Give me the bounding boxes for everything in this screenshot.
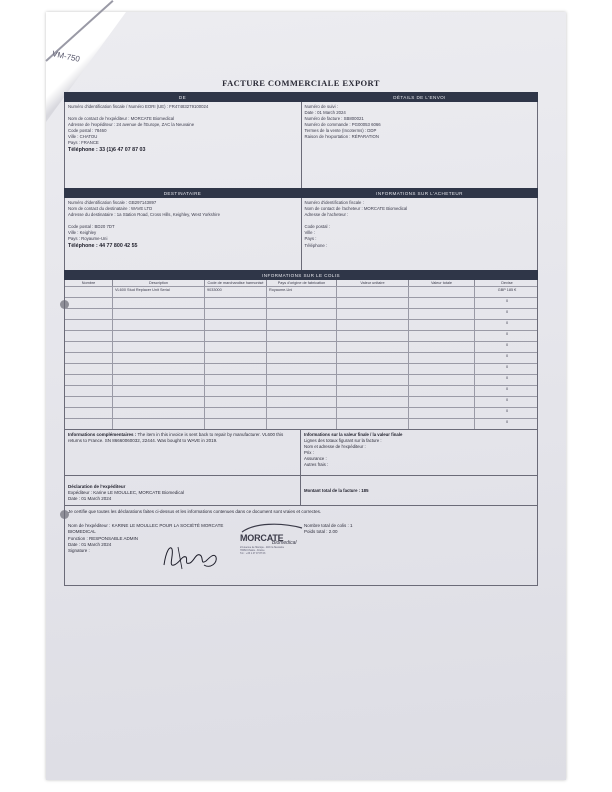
shipment-date: Date : 01 March 2024	[304, 110, 346, 116]
table-row	[65, 319, 537, 330]
buyer-address: Adresse de l'acheteur :	[304, 212, 349, 218]
recipient-postcode: Code postal : BD20 7DT	[68, 224, 115, 230]
sender-id: Numéro d'identification fiscale / Numéro EORI (UE) : FR47483279100024	[68, 104, 209, 109]
table-cell	[337, 353, 409, 363]
shipment-block	[301, 102, 538, 188]
table-cell	[205, 375, 267, 385]
certification-section	[64, 506, 538, 586]
table-cell	[267, 419, 337, 429]
table-cell	[267, 375, 337, 385]
table-row	[65, 297, 537, 308]
table-cell: 0	[505, 321, 509, 325]
table-cell	[113, 386, 205, 396]
table-cell	[205, 342, 267, 352]
additional-info-heading: Informations complémentaires :	[68, 432, 137, 437]
table-cell	[205, 408, 267, 418]
table-cell	[205, 386, 267, 396]
table-cell: 0	[505, 409, 509, 413]
value-info-line: Nom et adresse de l'expéditeur :	[304, 444, 366, 449]
table-cell	[337, 309, 409, 319]
table-cell	[205, 364, 267, 374]
declaration-sender: Expéditeur : Karine LE MOULLEC, MORCATE Biomedical	[68, 490, 184, 495]
sender-country: Pays : FRANCE	[68, 140, 99, 146]
table-cell	[65, 386, 113, 396]
table-cell	[65, 364, 113, 374]
table-cell: 0	[505, 420, 509, 424]
table-cell: 9033000	[205, 287, 267, 297]
sender-address: Adresse de l'expéditeur : 24 avenue de l'Europe, ZAC la Neuvaine	[68, 122, 195, 128]
table-cell	[113, 419, 205, 429]
table-cell	[267, 397, 337, 407]
table-cell	[205, 397, 267, 407]
table-cell	[113, 375, 205, 385]
packages-block	[304, 523, 534, 554]
table-cell	[337, 408, 409, 418]
goods-header-cell: Code de marchandise harmonisé	[205, 280, 267, 286]
table-cell	[409, 408, 475, 418]
table-cell: 0	[505, 354, 509, 358]
logo-wordmark: MORCATE	[240, 533, 284, 544]
table-row	[65, 341, 537, 352]
table-cell	[113, 298, 205, 308]
table-cell	[113, 408, 205, 418]
table-cell	[113, 342, 205, 352]
table-cell	[337, 386, 409, 396]
recipient-block	[65, 198, 301, 270]
table-cell	[65, 353, 113, 363]
table-cell	[205, 309, 267, 319]
table-cell	[409, 342, 475, 352]
table-cell	[409, 287, 475, 297]
signer-company: BIOMEDICAL	[68, 529, 96, 535]
table-cell	[65, 298, 113, 308]
band-de-label: DE	[178, 94, 187, 100]
table-cell	[337, 397, 409, 407]
table-cell	[113, 364, 205, 374]
buyer-city: Ville :	[304, 230, 315, 236]
buyer-postcode: Code postal :	[304, 224, 330, 230]
value-info-line: Lignes des totaux figurant sur la facture :	[304, 438, 382, 443]
table-cell	[113, 309, 205, 319]
table-cell	[205, 419, 267, 429]
band-details-label: DÉTAILS DE L'ENVOI	[393, 94, 446, 100]
additional-info-block	[65, 430, 301, 475]
document-title: FACTURE COMMERCIALE EXPORT	[222, 78, 380, 88]
recipient-address: Adresse du destinataire : 1a Station Road, Cross Hills, Keighley, West Yorkshire	[68, 212, 220, 218]
table-row	[65, 418, 537, 429]
sender-section	[64, 102, 538, 188]
table-cell: 0	[505, 398, 509, 402]
band-acheteur-label: INFORMATIONS SUR L'ACHETEUR	[376, 190, 463, 196]
recipient-id: Numéro d'identification fiscale : GB297143897	[68, 200, 157, 205]
table-cell	[267, 298, 337, 308]
table-cell	[267, 342, 337, 352]
table-row	[65, 385, 537, 396]
table-cell: Royaume-Uni	[267, 287, 337, 297]
table-cell	[409, 353, 475, 363]
table-cell	[65, 419, 113, 429]
additional-info-section	[64, 430, 538, 476]
goods-header-cell: Nombre	[65, 280, 113, 286]
package-weight: Poids total : 2.00	[304, 529, 338, 535]
shipment-waybill: Numéro de suivi :	[304, 104, 338, 109]
table-cell: 0	[505, 365, 509, 369]
logo-subtitle: Biomedical	[272, 539, 297, 546]
table-cell	[409, 419, 475, 429]
table-row	[65, 396, 537, 407]
buyer-country: Pays :	[304, 236, 317, 242]
signer-name: Nom de l'expéditeur : KARINE LE MOULLEC POUR LA SOCIÉTÉ MORCATE	[68, 523, 224, 529]
table-cell	[337, 331, 409, 341]
table-cell: 0	[505, 343, 509, 347]
package-count: Nombre total de colis : 1	[304, 523, 353, 529]
table-cell	[337, 419, 409, 429]
sender-postcode: Code postal : 78460	[68, 128, 107, 134]
table-cell	[113, 320, 205, 330]
band-packages	[64, 270, 538, 280]
recipient-section	[64, 198, 538, 270]
handwritten-signature	[160, 541, 220, 571]
band-colis-label: INFORMATIONS SUR LE COLIS	[262, 272, 340, 278]
table-row	[65, 407, 537, 418]
table-cell: 0	[505, 332, 509, 336]
sender-city: Ville : CHATOU	[68, 134, 98, 140]
value-info-block	[301, 430, 537, 475]
table-row	[65, 308, 537, 319]
signer-date: Date : 01 March 2024	[68, 541, 112, 547]
table-cell	[337, 298, 409, 308]
table-row	[65, 330, 537, 341]
table-cell	[409, 320, 475, 330]
table-cell	[267, 408, 337, 418]
recipient-contact: Nom de contact du destinataire : WAVE LTD	[68, 206, 153, 212]
table-cell	[337, 364, 409, 374]
table-cell	[337, 342, 409, 352]
band-recipient	[64, 188, 538, 198]
table-cell: 0	[505, 299, 509, 303]
table-cell	[65, 331, 113, 341]
signer-block	[68, 523, 304, 554]
signer-function: Fonction : RESPONSABLE ADMIN	[68, 535, 139, 541]
band-destinataire-label: DESTINATAIRE	[163, 190, 202, 196]
goods-header-cell: Valeur totale	[409, 280, 475, 286]
additional-info-text: The item in this invoice is sent back to repair by manufacturer. VL600 this returns to France. SN 86660060032, 22444. Was bought to WAVE in 2019.	[68, 432, 284, 443]
table-cell: VL600 Stud Replacer Unit Serial	[113, 287, 205, 297]
value-info-line: Autres frais :	[304, 462, 329, 467]
table-cell: 0	[505, 387, 509, 391]
table-cell	[113, 397, 205, 407]
buyer-id: Numéro d'identification fiscale :	[304, 200, 364, 205]
table-cell	[409, 397, 475, 407]
buyer-block	[301, 198, 538, 270]
table-row	[65, 352, 537, 363]
company-logo	[240, 523, 306, 555]
table-cell	[65, 408, 113, 418]
table-cell	[267, 364, 337, 374]
value-info-line: Prix :	[304, 450, 314, 455]
declaration-date: Date : 01 March 2024	[68, 496, 112, 501]
goods-header-cell: Description	[113, 280, 205, 286]
shipment-invoice-number: Numéro de facture : SB800021	[304, 116, 364, 122]
recipient-phone: Téléphone : 44 77 800 42 55	[68, 242, 138, 249]
declaration-heading: Déclaration de l'expéditeur	[68, 484, 126, 489]
sender-block	[65, 102, 301, 188]
recipient-country: Pays : Royaume-Uni	[68, 236, 108, 242]
goods-header-cell: Devise	[501, 281, 513, 285]
declaration-block	[65, 476, 301, 505]
table-cell	[409, 375, 475, 385]
table-cell	[65, 397, 113, 407]
table-cell	[65, 320, 113, 330]
table-row	[65, 374, 537, 385]
table-cell	[65, 375, 113, 385]
table-cell	[267, 331, 337, 341]
declaration-section	[64, 476, 538, 506]
table-cell	[65, 342, 113, 352]
table-cell	[267, 386, 337, 396]
table-cell	[205, 353, 267, 363]
table-cell	[337, 375, 409, 385]
table-cell	[409, 309, 475, 319]
table-cell	[113, 331, 205, 341]
table-cell	[65, 287, 113, 297]
logo-address-line: 78460 Chatou - France	[240, 548, 265, 552]
value-info-heading: Informations sur la valeur finale / la valeur finale	[304, 432, 403, 437]
table-row	[65, 363, 537, 374]
sender-contact: Nom de contact de l'expéditeur : MORCATE Biomedical	[68, 116, 175, 122]
table-cell: 0	[505, 376, 509, 380]
table-cell	[267, 309, 337, 319]
table-row	[65, 286, 537, 297]
table-cell	[409, 298, 475, 308]
value-info-line: Assurance :	[304, 456, 327, 461]
table-cell	[113, 353, 205, 363]
table-cell	[205, 298, 267, 308]
table-cell	[205, 331, 267, 341]
table-cell	[267, 353, 337, 363]
table-cell	[409, 386, 475, 396]
shipment-order-number: Numéro de commande : PG00053 6066	[304, 122, 381, 128]
invoice-document	[64, 78, 538, 586]
table-cell	[337, 287, 409, 297]
buyer-contact: Nom de contact de l'acheteur : MORCATE Biomedical	[304, 206, 408, 212]
total-block	[301, 476, 537, 505]
goods-header-cell: Pays d'origine de fabrication	[267, 280, 337, 286]
table-cell	[205, 320, 267, 330]
table-cell: 0	[505, 310, 509, 314]
table-cell	[337, 320, 409, 330]
shipment-reason: Raison de l'exportation : RÉPARATION	[304, 134, 379, 140]
recipient-city: Ville : Keighley	[68, 230, 97, 236]
band-sender	[64, 92, 538, 102]
table-cell	[409, 364, 475, 374]
sender-phone: Téléphone : 33 (1)6 47 07 87 03	[68, 146, 146, 153]
goods-table-body	[64, 286, 538, 430]
table-cell	[65, 309, 113, 319]
logo-phone-line: Tél. : +33 1 47 07 87 03	[240, 551, 266, 555]
logo-swoosh-icon	[240, 523, 304, 533]
table-cell	[409, 331, 475, 341]
shipment-incoterms: Termes de la vente (Incoterms) : DDP	[304, 128, 377, 134]
invoice-total: Montant total de la facture : 185	[304, 488, 369, 493]
table-cell	[267, 320, 337, 330]
goods-table-header	[64, 280, 538, 286]
buyer-phone: Téléphone :	[304, 242, 328, 248]
certify-statement: Je certifie que toutes les déclarations faites ci-dessus et les informations contenues dans ce document sont vraies et correctes.	[68, 509, 322, 514]
corner-mark: VM-750	[51, 49, 81, 64]
table-cell: GBP 185 €	[497, 288, 517, 292]
goods-header-cell: Valeur unitaire	[337, 280, 409, 286]
signer-signature-label: Signature :	[68, 548, 90, 554]
logo-address-line: 24 avenue de l'Europe - ZAC la Neuvaine	[240, 545, 285, 549]
